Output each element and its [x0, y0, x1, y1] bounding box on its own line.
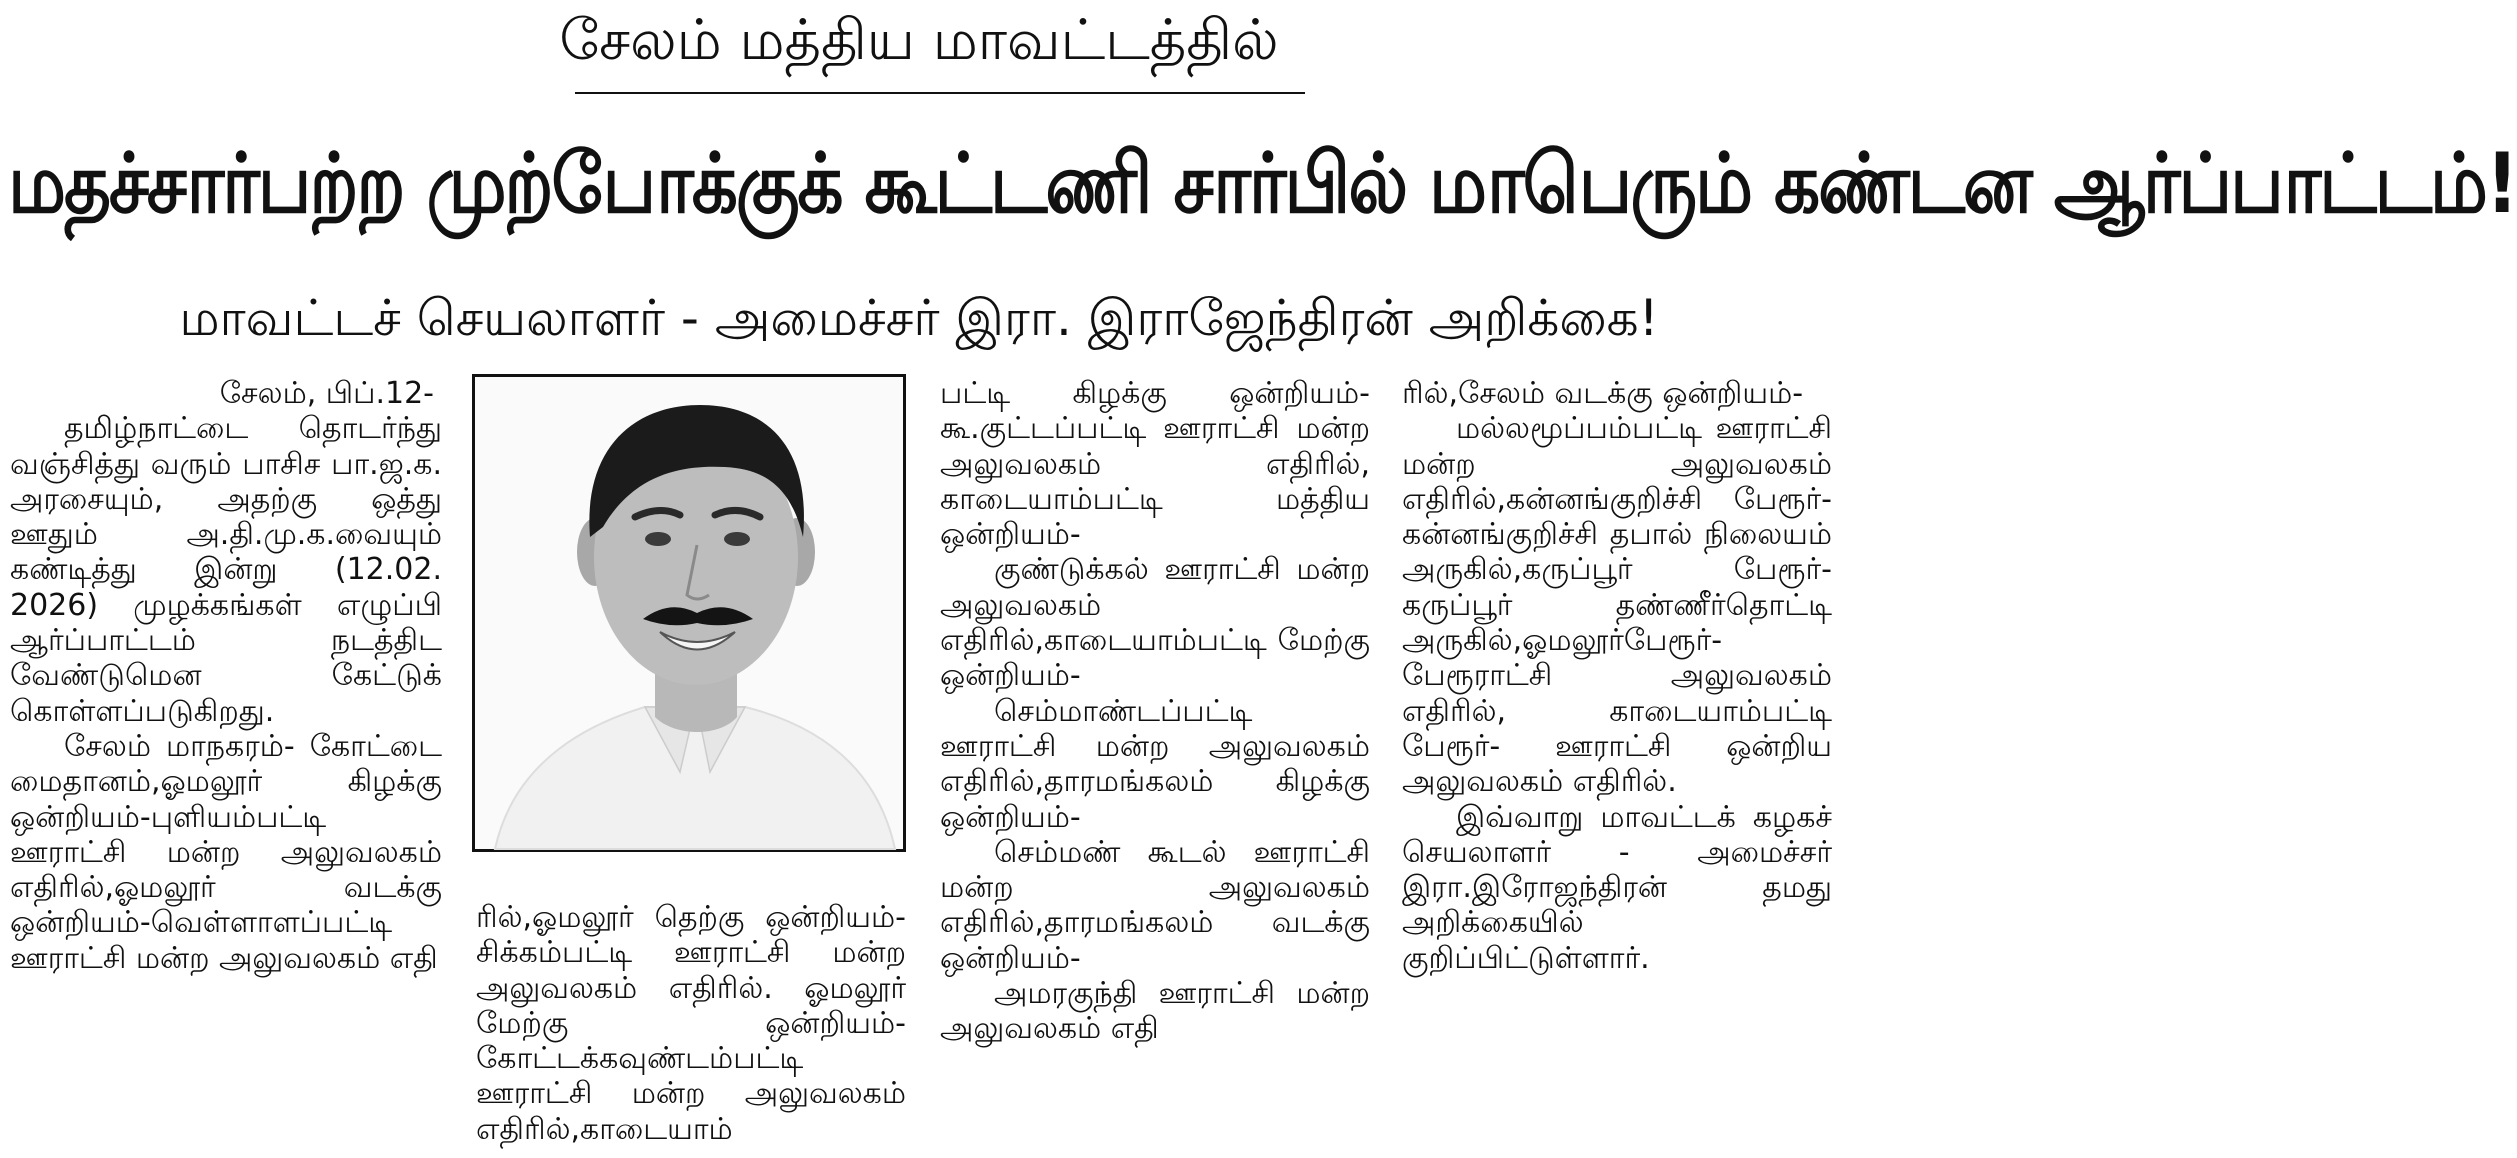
- paragraph: பட்டி கிழக்கு ஒன்றியம்- கூ.குட்டப்பட்டி ஊராட்சி மன்ற அலுவலகம் எதிரில், காடையாம்பட்டி மத்திய ஒன்றியம்-: [940, 376, 1370, 553]
- paragraph: குண்டுக்கல் ஊராட்சி மன்ற அலுவலகம் எதிரில்,காடையாம்பட்டி மேற்கு ஒன்றியம்-: [940, 552, 1370, 694]
- paragraph: செம்மாண்டப்பட்டி ஊராட்சி மன்ற அலுவலகம் எதிரில்,தாரமங்கலம் கிழக்கு ஒன்றியம்-: [940, 693, 1370, 835]
- paragraph: ரில்,ஓமலூர் தெற்கு ஒன்றியம்-சிக்கம்பட்டி ஊராட்சி மன்ற அலுவலகம் எதிரில். ஓமலூர் மேற்கு ஒன்றியம்-கோட்டக்கவுண்டம்பட்டி ஊராட்சி மன்ற அலுவலகம் எதிரில்,காடையாம்: [476, 900, 906, 1147]
- article-column-3: [940, 376, 1370, 1047]
- portrait-illustration: [475, 377, 903, 849]
- paragraph: சேலம் மாநகரம்- கோட்டை மைதானம்,ஓமலூர் கிழக்கு ஒன்றியம்-புளியம்பட்டி ஊராட்சி மன்ற அலுவலகம் எதிரில்,ஓமலூர் வடக்கு ஒன்றியம்-வெள்ளாளப்பட்டி ஊராட்சி மன்ற அலுவலகம் எதி: [10, 728, 442, 976]
- paragraph: ரில்,சேலம் வடக்கு ஒன்றியம்-: [1402, 376, 1804, 411]
- portrait-photo: [472, 374, 906, 852]
- paragraph: அமரகுந்தி ஊராட்சி மன்ற அலுவலகம் எதி: [940, 976, 1370, 1047]
- headline: மதச்சார்பற்ற முற்போக்குக் கூட்டணி சார்பில் மாபெரும் கண்டன ஆர்ப்பாட்டம்!: [8, 134, 2517, 232]
- article-column-1: [10, 376, 442, 976]
- kicker-underline: [575, 92, 1305, 94]
- article-column-4: [1402, 376, 1832, 976]
- paragraph: தமிழ்நாட்டை தொடர்ந்து வஞ்சித்து வரும் பாசிச பா.ஜ.க. அரசையும், அதற்கு ஒத்து ஊதும் அ.தி.மு.க.வையும் கண்டித்து இன்று (12.02. 2026) முழக்கங்கள் எழுப்பி ஆர்ப்பாட்டம் நடத்திட வேண்டுமென கேட்டுக் கொள்ளப்படுகிறது.: [10, 411, 442, 729]
- kicker-title: சேலம் மத்திய மாவட்டத்தில்: [559, 8, 1279, 73]
- article-column-2: [476, 900, 906, 1147]
- paragraph: இவ்வாறு மாவட்டக் கழகச் செயலாளர் - அமைச்சர் இரா.இரோஜந்திரன் தமது அறிக்கையில் குறிப்பிட்டுள்ளார்.: [1402, 799, 1832, 976]
- paragraph: மல்லமூப்பம்பட்டி ஊராட்சி மன்ற அலுவலகம் எதிரில்,கன்னங்குறிச்சி பேரூர்-கன்னங்குறிச்சி தபால் நிலையம் அருகில்,கருப்பூர் பேரூர்-கருப்பூர் தண்ணீர்தொட்டி அருகில்,ஓமலூர்பேரூர்- பேரூராட்சி அலுவலகம் எதிரில், காடையாம்பட்டி பேரூர்- ஊராட்சி ஒன்றிய அலுவலகம் எதிரில்.: [1402, 411, 1832, 800]
- paragraph: செம்மண் கூடல் ஊராட்சி மன்ற அலுவலகம் எதிரில்,தாரமங்கலம் வடக்கு ஒன்றியம்-: [940, 834, 1370, 976]
- subheadline: மாவட்டச் செயலாளர் - அமைச்சர் இரா. இராஜேந்திரன் அறிக்கை!: [179, 289, 1659, 347]
- dateline: சேலம், பிப்.12-: [219, 376, 434, 411]
